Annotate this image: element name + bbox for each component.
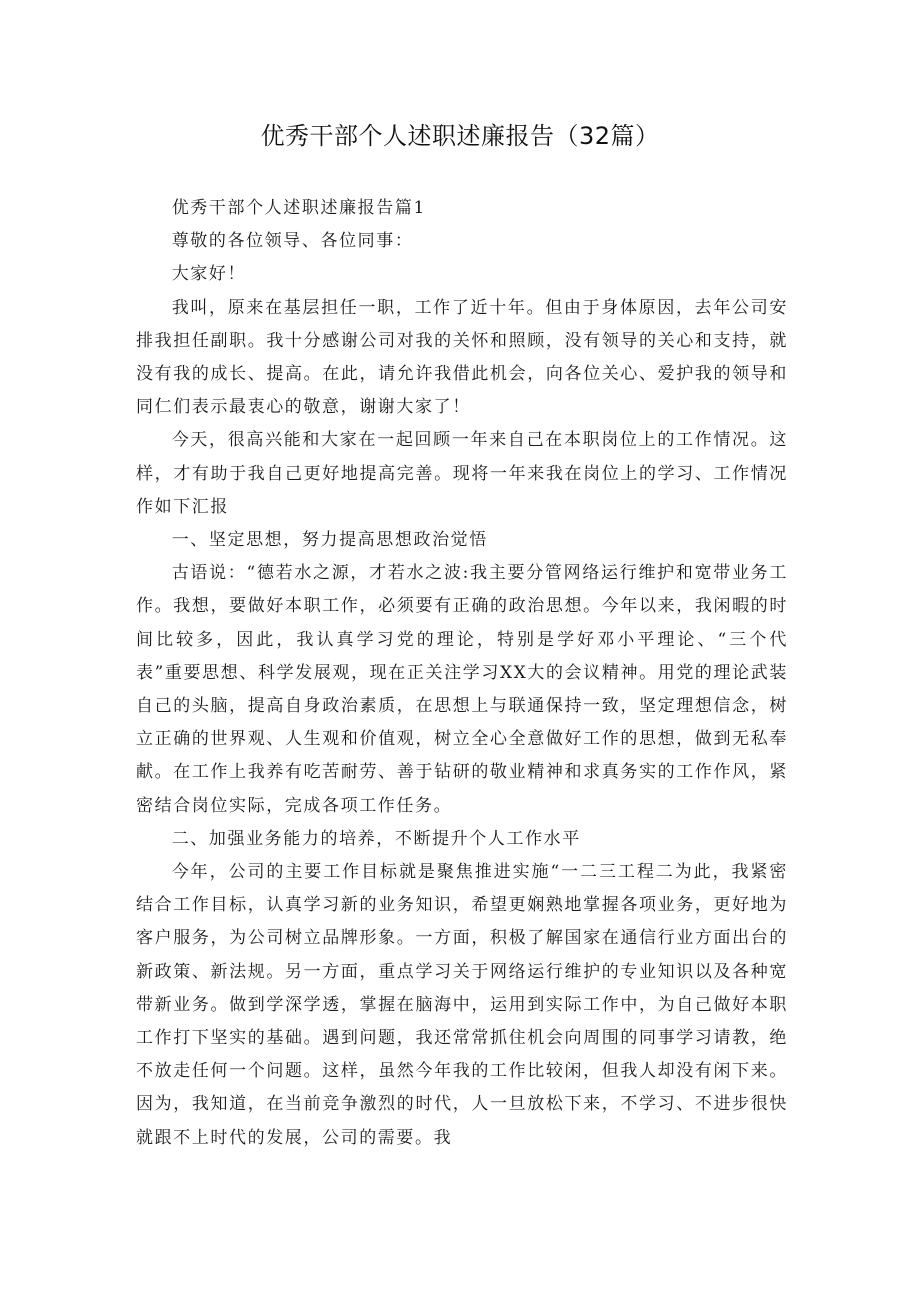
document-title: 优秀干部个人述职述廉报告（32篇） xyxy=(260,122,660,150)
body-paragraph: 今天，很高兴能和大家在一起回顾一年来自己在本职岗位上的工作情况。这样，才有助于我自己更好地提高完善。现将一年来我在岗位上的学习、工作情况作如下汇报 xyxy=(136,430,788,517)
salutation: 尊敬的各位领导、各位同事： xyxy=(171,231,414,252)
subsection-heading: 一、坚定思想，努力提高思想政治觉悟 xyxy=(171,530,488,551)
greeting: 大家好！ xyxy=(171,264,247,285)
body-paragraph: 我叫，原来在基层担任一职，工作了近十年。但由于身体原因，去年公司安排我担任副职。我十分感谢公司对我的关怀和照顾，没有领导的关心和支持，就没有我的成长、提高。在此，请允许我借此机会，向各位关心、爱护我的领导和同仁们表示最衷心的敬意，谢谢大家了！ xyxy=(136,297,788,418)
body-paragraph: 今年，公司的主要工作目标就是聚焦推进实施“一二三工程二为此，我紧密结合工作目标，认真学习新的业务知识，希望更娴熟地掌握各项业务，更好地为客户服务，为公司树立品牌形象。一方面，积极了解国家在通信行业方面出台的新政策、新法规。另一方面，重点学习关于网络运行维护的专业知识以及各种宽带新业务。做到学深学透，掌握在脑海中，运用到实际工作中，为自己做好本职工作打下坚实的基础。遇到问题，我还常常抓住机会向周围的同事学习请教，绝不放走任何一个问题。这样，虽然今年我的工作比较闲，但我人却没有闲下来。因为，我知道，在当前竞争激烈的时代，人一旦放松下来，不学习、不进步很快就跟不上时代的发展，公司的需要。我 xyxy=(136,862,788,1148)
subsection-heading: 二、加强业务能力的培养，不断提升个人工作水平 xyxy=(171,828,581,849)
section-heading: 优秀干部个人述职述廉报告篇1 xyxy=(171,198,426,218)
document-body xyxy=(136,192,788,1155)
body-paragraph: 古语说：“德若水之源，才若水之波:我主要分管网络运行维护和宽带业务工作。我想，要做好本职工作，必须要有正确的政治思想。今年以来，我闲暇的时间比较多，因此，我认真学习党的理论，特别是学好邓小平理论、“三个代表”重要思想、科学发展观，现在正关注学习XX大的会议精神。用党的理论武装自己的头脑，提高自身政治素质，在思想上与联通保持一致，坚定理想信念，树立正确的世界观、人生观和价值观，树立全心全意做好工作的思想，做到无私奉献。在工作上我养有吃苦耐劳、善于钻研的敬业精神和求真务实的工作作风，紧密结合岗位实际，完成各项工作任务。 xyxy=(136,563,788,816)
